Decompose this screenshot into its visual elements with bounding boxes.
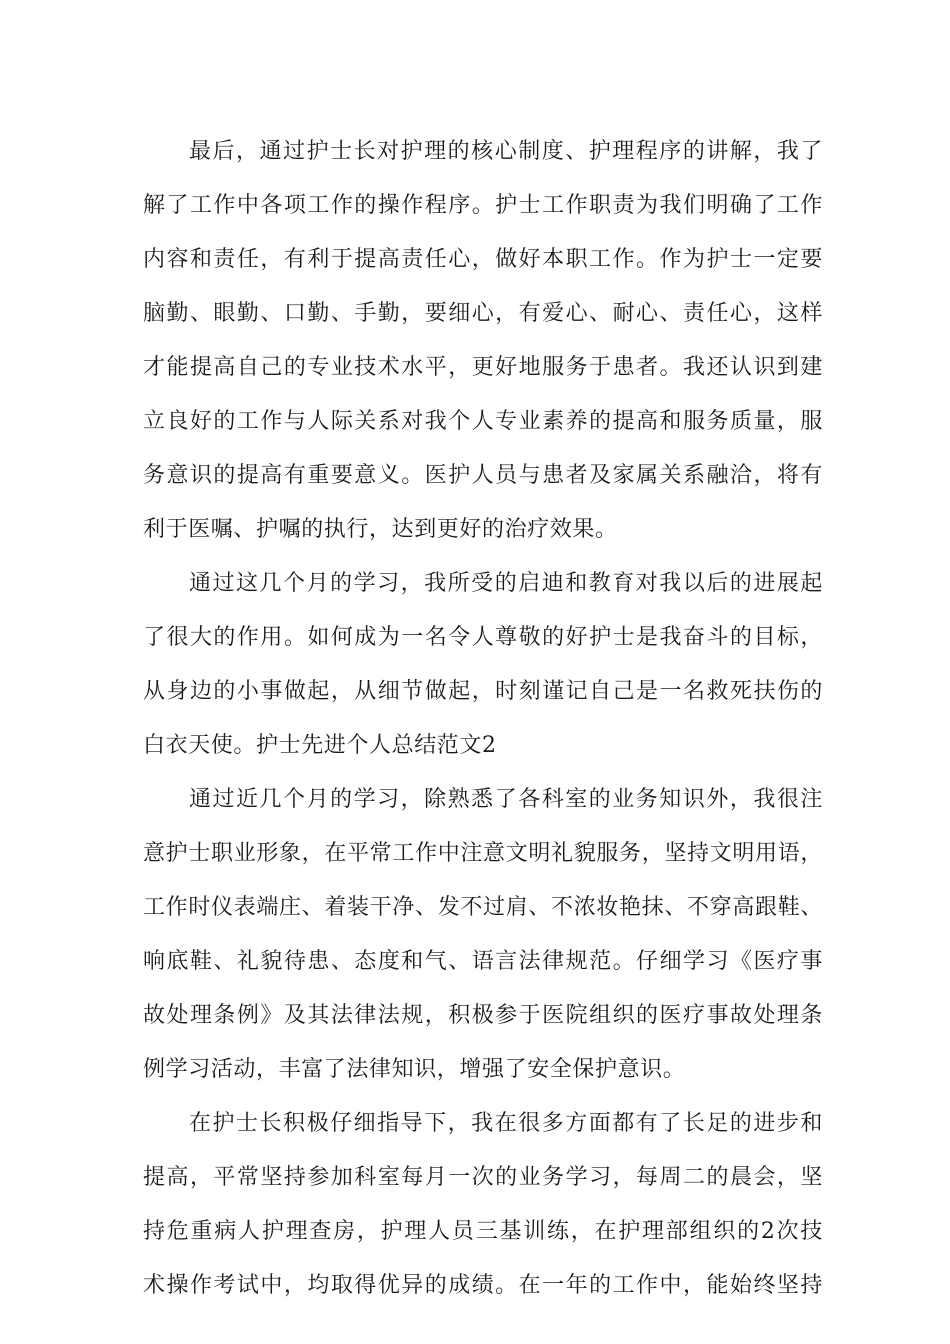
paragraph-4-line-4: 术操作考试中，均取得优异的成绩。在一年的工作中，能始终坚持 — [143, 1273, 823, 1298]
paragraph-4-line-3: 持危重病人护理查房，护理人员三基训练，在护理部组织的2次技 — [143, 1219, 823, 1244]
paragraph-2-line-3: 从身边的小事做起，从细节做起，时刻谨记自己是一名救死扶伤的 — [143, 679, 823, 704]
paragraph-1-line-1: 最后，通过护士长对护理的核心制度、护理程序的讲解，我了 — [189, 139, 823, 164]
paragraph-3-line-5: 故处理条例》及其法律法规，积极参于医院组织的医疗事故处理条 — [143, 1003, 823, 1028]
paragraph-4-line-1: 在护士长积极仔细指导下，我在很多方面都有了长足的进步和 — [189, 1111, 823, 1136]
paragraph-3-line-2: 意护士职业形象，在平常工作中注意文明礼貌服务，坚持文明用语， — [143, 841, 823, 866]
paragraph-1-line-3: 内容和责任，有利于提高责任心，做好本职工作。作为护士一定要 — [143, 247, 823, 272]
paragraph-3-line-6: 例学习活动，丰富了法律知识，增强了安全保护意识。 — [143, 1057, 686, 1082]
paragraph-1-line-7: 务意识的提高有重要意义。医护人员与患者及家属关系融洽，将有 — [143, 463, 823, 488]
paragraph-3-line-1: 通过近几个月的学习，除熟悉了各科室的业务知识外，我很注 — [189, 787, 823, 812]
paragraph-1-line-2: 解了工作中各项工作的操作程序。护士工作职责为我们明确了工作 — [143, 193, 823, 218]
paragraph-1-line-4: 脑勤、眼勤、口勤、手勤，要细心，有爱心、耐心、责任心，这样 — [143, 301, 823, 326]
paragraph-4-line-2: 提高，平常坚持参加科室每月一次的业务学习，每周二的晨会，坚 — [143, 1165, 823, 1190]
paragraph-3-line-3: 工作时仪表端庄、着装干净、发不过肩、不浓妆艳抹、不穿高跟鞋、 — [143, 895, 823, 920]
paragraph-1-line-8: 利于医嘱、护嘱的执行，达到更好的治疗效果。 — [143, 517, 618, 542]
paragraph-2-line-4: 白衣天使。护士先进个人总结范文2 — [143, 733, 497, 758]
paragraph-2-line-2: 了很大的作用。如何成为一名令人尊敬的好护士是我奋斗的目标， — [143, 625, 823, 650]
paragraph-2-line-1: 通过这几个月的学习，我所受的启迪和教育对我以后的进展起 — [189, 571, 823, 596]
paragraph-1-line-5: 才能提高自己的专业技术水平，更好地服务于患者。我还认识到建 — [143, 355, 823, 380]
paragraph-3-line-4: 响底鞋、礼貌待患、态度和气、语言法律规范。仔细学习《医疗事 — [143, 949, 823, 974]
document-body — [143, 130, 823, 1318]
paragraph-1-line-6: 立良好的工作与人际关系对我个人专业素养的提高和服务质量，服 — [143, 409, 823, 434]
